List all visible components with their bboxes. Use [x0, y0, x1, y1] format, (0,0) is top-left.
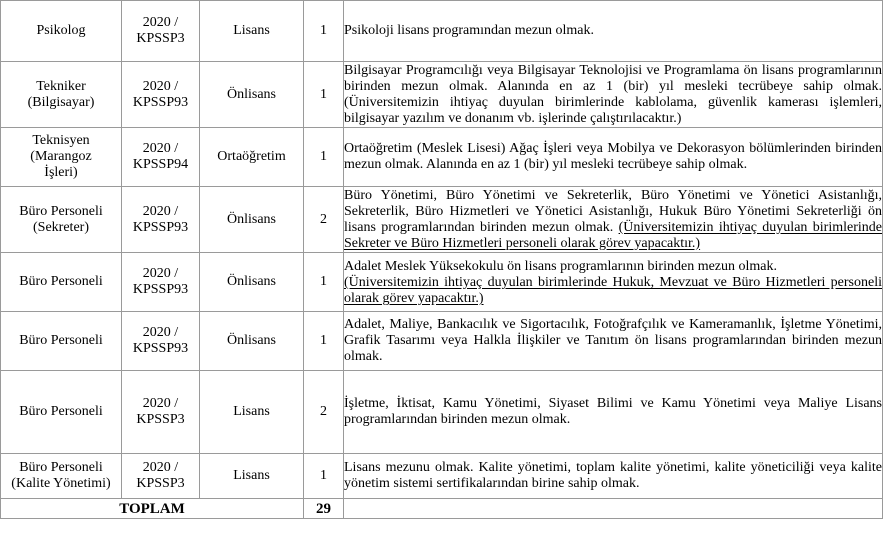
exam-code: KPSSP93: [132, 94, 189, 110]
requirement-cell: [344, 371, 883, 454]
position-count: 1: [304, 253, 344, 312]
exam-code: KPSSP3: [136, 31, 185, 46]
education-level: Lisans: [200, 1, 304, 62]
position-count: 1: [304, 62, 344, 128]
position-count: 1: [304, 1, 344, 62]
position-subtitle: (Marangoz: [30, 149, 92, 164]
education-level: Önlisans: [200, 312, 304, 371]
position-title: Tekniker: [36, 78, 86, 94]
exam-year: 2020 /: [142, 203, 179, 219]
exam-code-cell: [122, 312, 200, 371]
table-row: [1, 312, 883, 371]
position-count: 1: [304, 312, 344, 371]
position-title: Büro Personeli: [19, 274, 103, 289]
exam-code-cell: [122, 187, 200, 253]
position-count: 1: [304, 454, 344, 499]
position-title: Büro Personeli: [19, 460, 103, 475]
exam-code: KPSSP3: [136, 476, 185, 491]
position-subtitle: İşleri): [44, 165, 78, 180]
exam-code: KPSSP94: [132, 157, 189, 172]
position-subtitle: (Kalite Yönetimi): [11, 476, 111, 491]
requirement-text: Bilgisayar Programcılığı veya Bilgisayar Teknolojisi ve Programlama ön lisans programlarının birinden mezun olmak. Alanında en az 1 (bir) yıl mesleki tecrübeye sahip olmak. (Üniversitemizin ihtiyaç duyulan birimlerinde kablolama, güvenlik kamerası işlemleri, bilgisayar yazılım ve donanım vb. işlerinde çalıştırılacaktır.): [344, 62, 882, 126]
position-count: 1: [304, 128, 344, 187]
table-row: [1, 62, 883, 128]
total-empty-cell: [344, 499, 883, 519]
position-title: Teknisyen: [32, 133, 90, 148]
requirement-cell: [344, 62, 883, 128]
table-row: [1, 187, 883, 253]
position-title-cell: [1, 253, 122, 312]
exam-code-cell: [122, 454, 200, 499]
position-title-cell: [1, 187, 122, 253]
position-title-cell: [1, 312, 122, 371]
table-row: [1, 253, 883, 312]
table-row: [1, 1, 883, 62]
exam-code: KPSSP3: [136, 412, 185, 427]
exam-code: KPSSP93: [132, 219, 189, 235]
position-title: Büro Personeli: [19, 404, 103, 419]
exam-code-cell: [122, 1, 200, 62]
exam-year: 2020 /: [142, 396, 179, 411]
requirement-cell: [344, 312, 883, 371]
education-level: Lisans: [200, 371, 304, 454]
table-row: [1, 371, 883, 454]
education-level: Ortaöğretim: [200, 128, 304, 187]
exam-code-cell: [122, 62, 200, 128]
table-row: [1, 454, 883, 499]
requirement-text: Büro Yönetimi, Büro Yönetimi ve Sekreterlik, Büro Yönetimi ve Yönetici Asistanlığı, Sekreterlik, Büro Hizmetleri ve Yönetici Asistanlığı, Hukuk Büro Yönetimi Sekreterliği ön lisans programlarından birinden mezun olmak.: [344, 187, 882, 235]
exam-code-cell: [122, 128, 200, 187]
education-level: Önlisans: [200, 62, 304, 128]
position-title-cell: [1, 128, 122, 187]
requirement-text: Adalet Meslek Yüksekokulu ön lisans programlarının birinden mezun olmak.: [344, 259, 778, 274]
position-count: 2: [304, 187, 344, 253]
requirement-text: Psikoloji lisans programından mezun olmak.: [344, 23, 595, 38]
exam-code: KPSSP93: [132, 341, 189, 356]
exam-code-cell: [122, 371, 200, 454]
requirement-cell: [344, 187, 883, 253]
position-title: Büro Personeli: [19, 203, 103, 219]
total-label: TOPLAM: [1, 499, 304, 519]
exam-year: 2020 /: [142, 460, 179, 475]
requirement-text: Ortaöğretim (Meslek Lisesi) Ağaç İşleri veya Mobilya ve Dekorasyon bölümlerinden birinden mezun olmak. Alanında en az 1 (bir) yıl mesleki tecrübeye sahip olmak.: [344, 141, 882, 172]
requirement-cell: [344, 128, 883, 187]
education-level: Önlisans: [200, 187, 304, 253]
requirement-cell: [344, 253, 883, 312]
position-title: Büro Personeli: [19, 333, 103, 348]
position-subtitle: (Bilgisayar): [27, 94, 95, 110]
requirement-text: Adalet, Maliye, Bankacılık ve Sigortacılık, Fotoğrafçılık ve Kameramanlık, İşletme Yönetimi, Grafik Tasarımı veya Halkla İlişkiler ve Tanıtım ön lisans programlarından birinden mezun olmak.: [344, 317, 882, 364]
exam-year: 2020 /: [142, 266, 179, 281]
education-level: Önlisans: [200, 253, 304, 312]
exam-code-cell: [122, 253, 200, 312]
table-row: [1, 128, 883, 187]
position-title-cell: [1, 62, 122, 128]
exam-year: 2020 /: [142, 141, 179, 156]
position-title-cell: [1, 454, 122, 499]
requirement-cell: [344, 454, 883, 499]
exam-year: 2020 /: [142, 325, 179, 340]
position-title-cell: [1, 371, 122, 454]
exam-year: 2020 /: [142, 78, 179, 94]
position-title: Psikolog: [36, 23, 86, 38]
total-value: 29: [304, 499, 344, 519]
total-row: [1, 499, 883, 519]
exam-year: 2020 /: [142, 15, 179, 30]
exam-code: KPSSP93: [132, 282, 189, 297]
requirement-cell: [344, 1, 883, 62]
education-level: Lisans: [200, 454, 304, 499]
position-count: 2: [304, 371, 344, 454]
position-title-cell: [1, 1, 122, 62]
requirement-note: (Üniversitemizin ihtiyaç duyulan birimlerinde Sekreter ve Büro Hizmetleri personeli olarak görev yapacaktır.): [344, 219, 882, 251]
requirement-note: (Üniversitemizin ihtiyaç duyulan birimlerinde Hukuk, Mevzuat ve Büro Hizmetleri personeli olarak görev yapacaktır.): [344, 275, 882, 306]
requirement-text: İşletme, İktisat, Kamu Yönetimi, Siyaset Bilimi ve Kamu Yönetimi veya Maliye Lisans programlarından birinden mezun olmak.: [344, 396, 882, 427]
requirement-text: Lisans mezunu olmak. Kalite yönetimi, toplam kalite yönetimi, kalite yöneticiliği veya kalite yönetim sistemi sertifikalarından birine sahip olmak.: [344, 460, 882, 491]
position-subtitle: (Sekreter): [33, 219, 89, 235]
